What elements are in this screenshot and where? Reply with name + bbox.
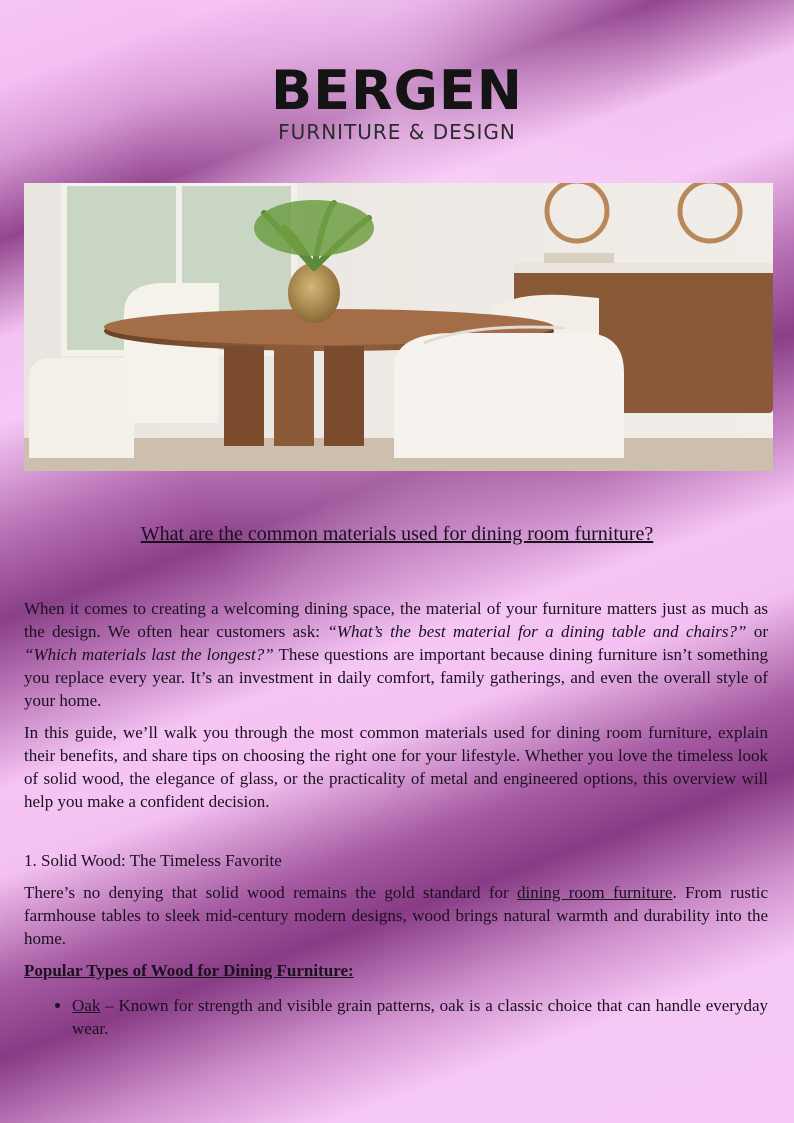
wood-types-list: [24, 994, 768, 1040]
logo-wordmark: BERGEN: [270, 59, 524, 122]
article-body: [24, 597, 768, 1040]
wood-types-subheading: Popular Types of Wood for Dining Furniture:: [24, 961, 354, 980]
dining-room-furniture-link[interactable]: dining room furniture: [516, 883, 673, 902]
intro-text-a: When it comes to creating a welcoming dining space, the material of your furniture matters just as much as the design. We often hear customers ask:: [24, 599, 768, 641]
page-title: What are the common materials used for dining room furniture?: [140, 523, 654, 545]
section-heading-solid-wood: 1. Solid Wood: The Timeless Favorite: [24, 851, 282, 870]
intro-quote-1: “What’s the best material for a dining table and chairs?”: [327, 622, 747, 641]
brand-logo: [0, 59, 794, 144]
hero-image: [24, 183, 773, 471]
list-item-term: Oak: [72, 996, 101, 1015]
section-paragraph: [24, 881, 768, 950]
logo-tagline: FURNITURE & DESIGN: [278, 120, 516, 144]
intro-paragraph-1: [24, 597, 768, 712]
dining-room-photo-icon: [24, 183, 773, 471]
intro-text-b: or: [746, 622, 768, 641]
list-item-text: – Known for strength and visible grain patterns, oak is a classic choice that can handle everyday wear.: [72, 996, 768, 1038]
intro-quote-2: “Which materials last the longest?”: [24, 645, 274, 664]
intro-paragraph-2: In this guide, we’ll walk you through the most common materials used for dining room furniture, explain their benefits, and share tips on choosing the right one for your lifestyle. Whether you love the timeless look of solid wood, the elegance of glass, or the practicality of metal and engineered options, this overview will help you make a confident decision.: [24, 723, 768, 811]
list-item: [72, 994, 768, 1040]
section-text-b: . From rustic farmhouse tables to sleek mid-century modern designs, wood brings natural warmth and durability into the home.: [24, 883, 768, 948]
intro-text-c: These questions are important because dining furniture isn’t something you replace every year. It’s an investment in daily comfort, family gatherings, and even the overall style of your home.: [24, 645, 769, 710]
section-text-a: There’s no denying that solid wood remains the gold standard for: [24, 883, 517, 902]
